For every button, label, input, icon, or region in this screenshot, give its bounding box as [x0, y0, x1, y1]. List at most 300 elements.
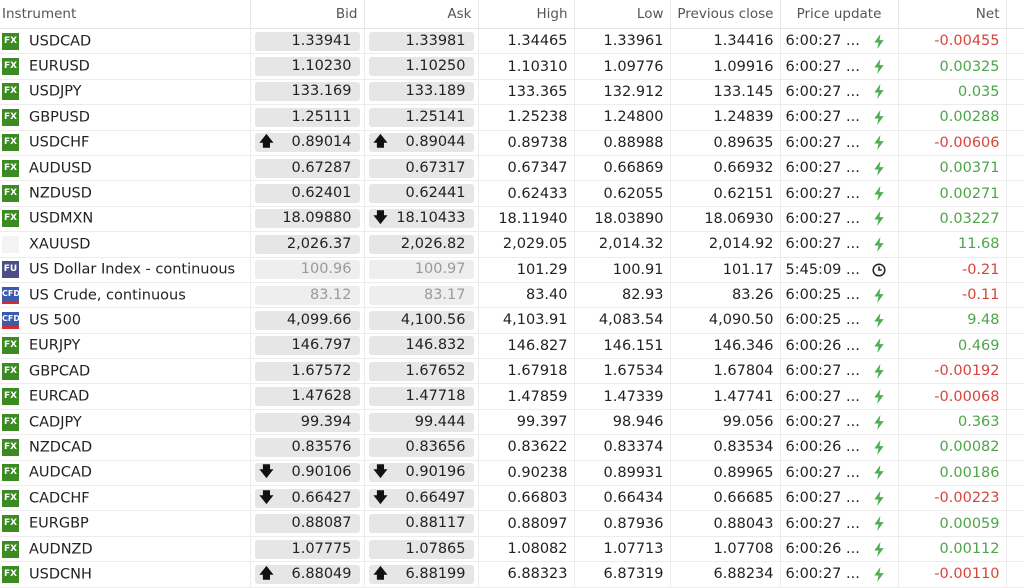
high-value: 146.827 [478, 333, 574, 358]
previous-close-value: 99.056 [670, 409, 780, 434]
price-update-cell [780, 79, 898, 104]
bid-button[interactable] [255, 413, 360, 432]
instrument-cell[interactable] [0, 460, 250, 485]
instrument-cell[interactable] [0, 29, 250, 54]
net-change-value: 0.00325 [898, 54, 1006, 79]
table-row[interactable] [0, 105, 1024, 130]
instrument-name: AUDNZD [29, 541, 93, 557]
instrument-name: CADJPY [29, 414, 82, 431]
price-update-cell [780, 232, 898, 257]
fx-icon: FX [2, 490, 19, 507]
previous-close-value: 1.07708 [670, 536, 780, 561]
instrument-name: EURGBP [29, 515, 89, 532]
bid-value: 0.62401 [291, 185, 352, 202]
table-row[interactable] [0, 54, 1024, 79]
instrument-name: US Crude, continuous [29, 287, 186, 304]
col-header-price-update[interactable]: Price update [780, 0, 898, 29]
low-value: 1.33961 [574, 29, 670, 54]
table-row[interactable] [0, 460, 1024, 485]
instrument-name: GBPCAD [29, 363, 91, 380]
net-change-value: 0.00271 [898, 181, 1006, 206]
bid-cell[interactable] [250, 282, 364, 307]
bid-value: 2,026.37 [286, 235, 352, 252]
high-value: 6.88323 [478, 562, 574, 587]
ask-button[interactable] [369, 540, 474, 559]
bid-value: 0.88087 [291, 515, 352, 532]
ask-button[interactable] [369, 260, 474, 279]
bid-trend-arrow-icon: 🡅 [259, 134, 274, 151]
bid-button[interactable] [255, 336, 360, 355]
instrument-cell[interactable] [0, 155, 250, 180]
price-update-time: 6:00:27 ... [785, 515, 860, 532]
ask-trend-arrow-icon: 🡅 [373, 134, 388, 151]
ask-value: 0.89044 [405, 134, 466, 151]
instrument-name: NZDCAD [29, 439, 93, 456]
col-header-low[interactable]: Low [574, 0, 670, 29]
bid-cell[interactable] [250, 333, 364, 358]
instrument-cell[interactable] [0, 435, 250, 460]
previous-close-value: 2,014.92 [670, 232, 780, 257]
ask-button[interactable] [369, 108, 474, 127]
bid-value: 6.88049 [291, 565, 352, 582]
ask-cell[interactable] [364, 105, 478, 130]
previous-close-value: 0.62151 [670, 181, 780, 206]
bolt-icon [872, 211, 886, 226]
low-value: 4,083.54 [574, 308, 670, 333]
price-update-time: 6:00:27 ... [785, 236, 860, 253]
previous-close-value: 18.06930 [670, 206, 780, 231]
net-change-value: 0.00059 [898, 511, 1006, 536]
previous-close-value: 0.66685 [670, 486, 780, 511]
ask-cell[interactable] [364, 206, 478, 231]
bid-cell[interactable] [250, 384, 364, 409]
high-value: 0.88097 [478, 511, 574, 536]
table-row[interactable] [0, 536, 1024, 561]
bid-value: 1.47628 [291, 388, 352, 405]
ask-value: 0.66497 [405, 489, 466, 506]
bid-button[interactable] [255, 133, 360, 152]
bid-cell[interactable] [250, 130, 364, 155]
ask-button[interactable] [369, 32, 474, 51]
price-update-time: 6:00:27 ... [785, 33, 860, 50]
bid-cell[interactable] [250, 181, 364, 206]
ask-trend-arrow-icon: 🡇 [373, 464, 388, 481]
instrument-cell[interactable] [0, 257, 250, 282]
ask-button[interactable] [369, 336, 474, 355]
price-update-cell [780, 409, 898, 434]
ask-cell[interactable] [364, 130, 478, 155]
ask-button[interactable] [369, 159, 474, 178]
cfd-icon: CFD [2, 312, 19, 329]
fx-icon: FX [2, 363, 19, 380]
high-value: 1.10310 [478, 54, 574, 79]
bid-button[interactable] [255, 311, 360, 330]
overflow-cell [1006, 206, 1024, 231]
bid-button[interactable] [255, 286, 360, 305]
ask-button[interactable] [369, 362, 474, 381]
ask-button[interactable] [369, 184, 474, 203]
ask-cell[interactable] [364, 511, 478, 536]
price-update-time: 6:00:27 ... [785, 388, 860, 405]
ask-value: 100.97 [414, 261, 466, 278]
bid-button[interactable] [255, 565, 360, 584]
low-value: 0.66869 [574, 155, 670, 180]
price-update-cell [780, 435, 898, 460]
instrument-cell[interactable] [0, 206, 250, 231]
bolt-icon [872, 338, 886, 353]
bid-value: 1.10230 [291, 58, 352, 75]
fx-icon: FX [2, 439, 19, 456]
ask-cell[interactable] [364, 333, 478, 358]
bid-button[interactable] [255, 108, 360, 127]
price-update-time: 6:00:27 ... [785, 363, 860, 380]
col-header-previous-close[interactable]: Previous close [670, 0, 780, 29]
table-row[interactable] [0, 359, 1024, 384]
table-row[interactable] [0, 155, 1024, 180]
net-change-value: -0.00455 [898, 29, 1006, 54]
ask-cell[interactable] [364, 308, 478, 333]
bid-button[interactable] [255, 438, 360, 457]
table-row[interactable] [0, 29, 1024, 54]
price-update-time: 6:00:26 ... [785, 337, 860, 354]
ask-trend-arrow-icon: 🡇 [373, 210, 388, 227]
overflow-cell [1006, 232, 1024, 257]
instrument-cell[interactable] [0, 409, 250, 434]
bid-trend-arrow-icon: 🡅 [259, 565, 274, 582]
bid-button[interactable] [255, 235, 360, 254]
bid-value: 83.12 [309, 286, 352, 303]
ask-value: 6.88199 [405, 565, 466, 582]
instrument-cell[interactable] [0, 308, 250, 333]
bid-cell[interactable] [250, 54, 364, 79]
bid-button[interactable] [255, 387, 360, 406]
low-value: 0.83374 [574, 435, 670, 460]
bid-value: 100.96 [300, 261, 352, 278]
bid-button[interactable] [255, 82, 360, 101]
bid-cell[interactable] [250, 232, 364, 257]
table-row[interactable] [0, 130, 1024, 155]
high-value: 1.47859 [478, 384, 574, 409]
instrument-cell[interactable] [0, 511, 250, 536]
table-row[interactable] [0, 511, 1024, 536]
instrument-cell[interactable] [0, 562, 250, 587]
overflow-cell [1006, 29, 1024, 54]
low-value: 100.91 [574, 257, 670, 282]
col-header-instrument[interactable]: Instrument [0, 0, 250, 29]
instrument-cell[interactable] [0, 282, 250, 307]
bolt-icon [872, 135, 886, 150]
low-value: 1.07713 [574, 536, 670, 561]
instrument-name: US 500 [29, 312, 82, 329]
bid-value: 1.07775 [291, 540, 352, 557]
high-value: 0.62433 [478, 181, 574, 206]
overflow-cell [1006, 409, 1024, 434]
instrument-name: GBPUSD [29, 109, 90, 126]
bid-cell[interactable] [250, 257, 364, 282]
cfd-icon: CFD [2, 287, 19, 304]
bolt-icon [872, 415, 886, 430]
bolt-icon [872, 440, 886, 455]
instrument-name: AUDUSD [29, 160, 92, 177]
price-update-time: 6:00:25 ... [785, 287, 860, 304]
ask-cell[interactable] [364, 359, 478, 384]
ask-cell[interactable] [364, 181, 478, 206]
ask-cell[interactable] [364, 257, 478, 282]
bid-cell[interactable] [250, 29, 364, 54]
bid-trend-arrow-icon: 🡇 [259, 489, 274, 506]
price-update-time: 6:00:27 ... [785, 414, 860, 431]
ask-cell[interactable] [364, 536, 478, 561]
bolt-icon [872, 313, 886, 328]
high-value: 1.67918 [478, 359, 574, 384]
net-change-value: 11.68 [898, 232, 1006, 257]
ask-button[interactable] [369, 133, 474, 152]
ask-button[interactable] [369, 311, 474, 330]
bid-button[interactable] [255, 57, 360, 76]
bid-value: 0.66427 [291, 489, 352, 506]
low-value: 18.03890 [574, 206, 670, 231]
bid-cell[interactable] [250, 359, 364, 384]
bid-cell[interactable] [250, 409, 364, 434]
ask-cell[interactable] [364, 460, 478, 485]
ask-cell[interactable] [364, 562, 478, 587]
price-update-cell [780, 206, 898, 231]
col-header-ask[interactable]: Ask [364, 0, 478, 29]
bid-cell[interactable] [250, 308, 364, 333]
ask-cell[interactable] [364, 29, 478, 54]
bolt-icon [872, 389, 886, 404]
instrument-cell[interactable] [0, 536, 250, 561]
bid-button[interactable] [255, 514, 360, 533]
net-change-value: 0.00112 [898, 536, 1006, 561]
previous-close-value: 101.17 [670, 257, 780, 282]
ask-cell[interactable] [364, 409, 478, 434]
high-value: 18.11940 [478, 206, 574, 231]
previous-close-value: 0.89635 [670, 130, 780, 155]
instrument-name: USDMXN [29, 210, 94, 227]
bid-value: 1.25111 [291, 108, 352, 125]
instrument-cell[interactable] [0, 130, 250, 155]
previous-close-value: 0.88043 [670, 511, 780, 536]
high-value: 133.365 [478, 79, 574, 104]
ask-value: 1.07865 [405, 540, 466, 557]
net-change-value: -0.00223 [898, 486, 1006, 511]
instrument-cell[interactable] [0, 105, 250, 130]
bid-cell[interactable] [250, 206, 364, 231]
low-value: 132.912 [574, 79, 670, 104]
bid-button[interactable] [255, 159, 360, 178]
overflow-cell [1006, 155, 1024, 180]
net-change-value: 0.363 [898, 409, 1006, 434]
bid-button[interactable] [255, 184, 360, 203]
instrument-cell[interactable] [0, 79, 250, 104]
bid-button[interactable] [255, 463, 360, 482]
col-header-high[interactable]: High [478, 0, 574, 29]
ask-button[interactable] [369, 57, 474, 76]
bid-button[interactable] [255, 362, 360, 381]
bid-cell[interactable] [250, 562, 364, 587]
previous-close-value: 1.34416 [670, 29, 780, 54]
high-value: 2,029.05 [478, 232, 574, 257]
ask-cell[interactable] [364, 155, 478, 180]
overflow-cell [1006, 308, 1024, 333]
bid-button[interactable] [255, 489, 360, 508]
instrument-cell[interactable] [0, 54, 250, 79]
ask-button[interactable] [369, 413, 474, 432]
bolt-icon [872, 59, 886, 74]
bid-cell[interactable] [250, 79, 364, 104]
ask-button[interactable] [369, 489, 474, 508]
instrument-name: EURJPY [29, 337, 81, 354]
low-value: 98.946 [574, 409, 670, 434]
table-row[interactable] [0, 384, 1024, 409]
ask-value: 1.47718 [405, 388, 466, 405]
instrument-name: US Dollar Index - continuous [29, 261, 236, 278]
previous-close-value: 0.66932 [670, 155, 780, 180]
low-value: 1.24800 [574, 105, 670, 130]
ask-button[interactable] [369, 514, 474, 533]
bid-button[interactable] [255, 32, 360, 51]
previous-close-value: 6.88234 [670, 562, 780, 587]
bid-value: 133.169 [291, 83, 352, 100]
bolt-icon [872, 542, 886, 557]
bid-cell[interactable] [250, 155, 364, 180]
ask-button[interactable] [369, 438, 474, 457]
ask-value: 1.25141 [405, 108, 466, 125]
overflow-cell [1006, 536, 1024, 561]
bolt-icon [872, 465, 886, 480]
ask-button[interactable] [369, 565, 474, 584]
instrument-name: XAUUSD [29, 236, 91, 253]
previous-close-value: 1.09916 [670, 54, 780, 79]
net-change-value: 0.035 [898, 79, 1006, 104]
ask-button[interactable] [369, 286, 474, 305]
bid-cell[interactable] [250, 511, 364, 536]
bid-value: 0.89014 [291, 134, 352, 151]
overflow-cell [1006, 79, 1024, 104]
table-row[interactable] [0, 435, 1024, 460]
ask-value: 0.90196 [405, 464, 466, 481]
overflow-cell [1006, 333, 1024, 358]
fx-icon: FX [2, 515, 19, 532]
table-row[interactable] [0, 232, 1024, 257]
table-row[interactable] [0, 486, 1024, 511]
bolt-icon [872, 364, 886, 379]
col-header-overflow [1006, 0, 1024, 29]
high-value: 0.66803 [478, 486, 574, 511]
price-update-cell [780, 155, 898, 180]
bid-button[interactable] [255, 260, 360, 279]
instrument-name: USDCNH [29, 566, 92, 583]
bid-cell[interactable] [250, 536, 364, 561]
ask-cell[interactable] [364, 79, 478, 104]
table-row[interactable] [0, 282, 1024, 307]
price-update-time: 6:00:27 ... [785, 109, 860, 126]
ask-cell[interactable] [364, 384, 478, 409]
fx-icon: FX [2, 58, 19, 75]
net-change-value: 0.00186 [898, 460, 1006, 485]
ask-button[interactable] [369, 463, 474, 482]
ask-button[interactable] [369, 235, 474, 254]
net-change-value: -0.21 [898, 257, 1006, 282]
instrument-name: EURCAD [29, 388, 90, 405]
table-row[interactable] [0, 409, 1024, 434]
high-value: 83.40 [478, 282, 574, 307]
table-row[interactable] [0, 257, 1024, 282]
ask-value: 99.444 [414, 413, 466, 430]
instrument-cell[interactable] [0, 232, 250, 257]
bid-value: 99.394 [300, 413, 352, 430]
bid-cell[interactable] [250, 486, 364, 511]
price-update-time: 6:00:26 ... [785, 439, 860, 456]
bid-button[interactable] [255, 540, 360, 559]
bid-cell[interactable] [250, 105, 364, 130]
ask-trend-arrow-icon: 🡇 [373, 489, 388, 506]
ask-button[interactable] [369, 209, 474, 228]
bolt-icon [872, 84, 886, 99]
bid-value: 1.33941 [291, 32, 352, 49]
instrument-cell[interactable] [0, 359, 250, 384]
bid-value: 18.09880 [282, 210, 352, 227]
table-row[interactable] [0, 206, 1024, 231]
col-header-net[interactable]: Net [898, 0, 1006, 29]
price-update-cell [780, 460, 898, 485]
overflow-cell [1006, 282, 1024, 307]
price-update-cell [780, 282, 898, 307]
bid-button[interactable] [255, 209, 360, 228]
table-row[interactable] [0, 333, 1024, 358]
price-update-cell [780, 308, 898, 333]
bid-trend-arrow-icon: 🡇 [259, 464, 274, 481]
price-update-cell [780, 105, 898, 130]
high-value: 101.29 [478, 257, 574, 282]
price-update-cell [780, 333, 898, 358]
overflow-cell [1006, 181, 1024, 206]
table-row[interactable] [0, 308, 1024, 333]
net-change-value: 0.469 [898, 333, 1006, 358]
ask-cell[interactable] [364, 486, 478, 511]
net-change-value: -0.00110 [898, 562, 1006, 587]
ask-cell[interactable] [364, 232, 478, 257]
instrument-cell[interactable] [0, 384, 250, 409]
bid-cell[interactable] [250, 435, 364, 460]
col-header-bid[interactable]: Bid [250, 0, 364, 29]
price-update-time: 6:00:27 ... [785, 185, 860, 202]
previous-close-value: 0.89965 [670, 460, 780, 485]
ask-button[interactable] [369, 82, 474, 101]
overflow-cell [1006, 562, 1024, 587]
overflow-cell [1006, 130, 1024, 155]
ask-cell[interactable] [364, 282, 478, 307]
previous-close-value: 1.47741 [670, 384, 780, 409]
ask-value: 4,100.56 [400, 311, 466, 328]
table-row[interactable] [0, 181, 1024, 206]
previous-close-value: 146.346 [670, 333, 780, 358]
ask-cell[interactable] [364, 54, 478, 79]
overflow-cell [1006, 511, 1024, 536]
ask-button[interactable] [369, 387, 474, 406]
instrument-cell[interactable] [0, 486, 250, 511]
previous-close-value: 0.83534 [670, 435, 780, 460]
instrument-cell[interactable] [0, 333, 250, 358]
overflow-cell [1006, 384, 1024, 409]
fx-icon: FX [2, 160, 19, 177]
instrument-cell[interactable] [0, 181, 250, 206]
table-row[interactable] [0, 79, 1024, 104]
table-row[interactable] [0, 562, 1024, 587]
ask-cell[interactable] [364, 435, 478, 460]
bid-cell[interactable] [250, 460, 364, 485]
